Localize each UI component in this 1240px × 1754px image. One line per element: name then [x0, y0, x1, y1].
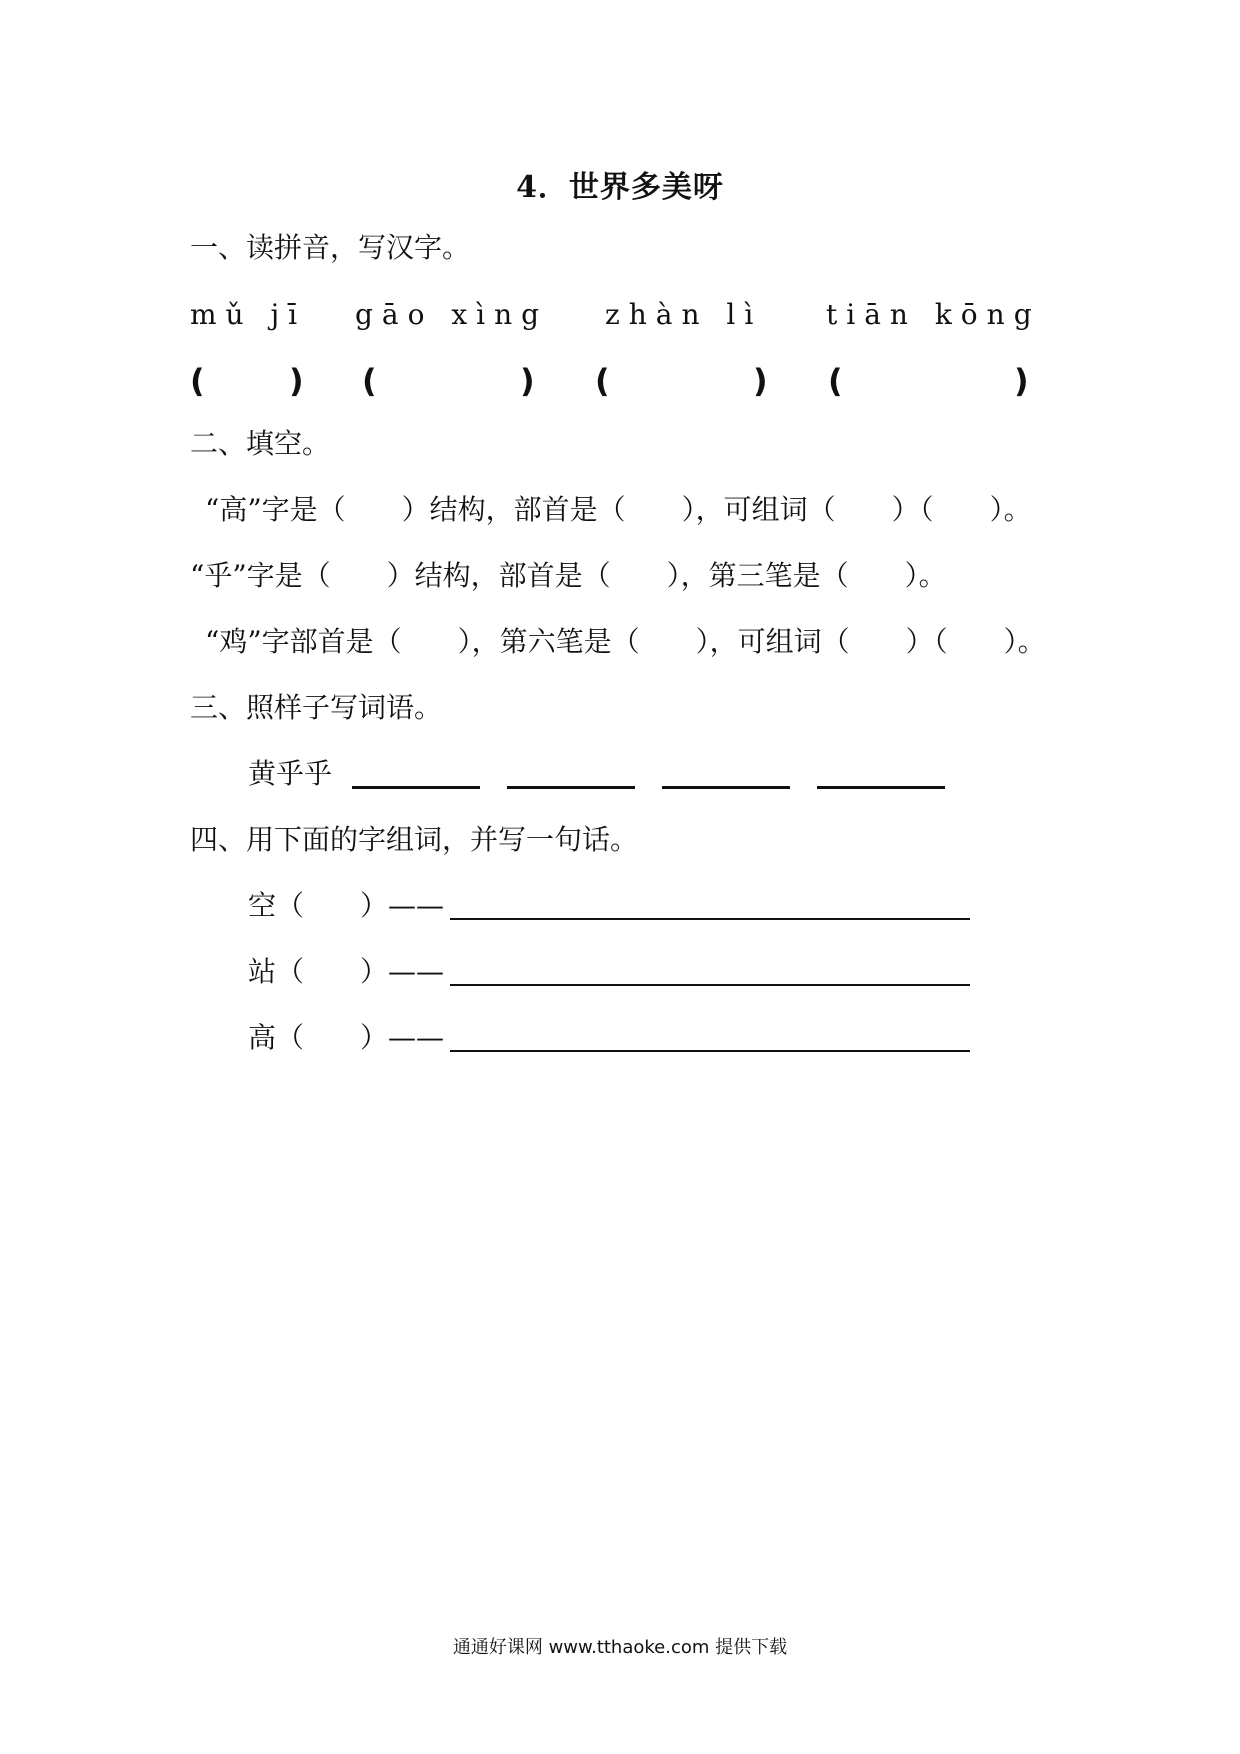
sentence-line [450, 984, 970, 986]
open-paren: ( [190, 362, 205, 400]
sentence-line [450, 1050, 970, 1052]
close-paren: ) [289, 362, 304, 400]
sentence-line [450, 918, 970, 920]
close-paren: ) [520, 362, 535, 400]
answer-blank [507, 786, 635, 789]
section2-heading: 二、填空。 [190, 427, 331, 460]
fill-blank-line: “鸡”字部首是（ ），第六笔是（ ），可组词（ ）（ ）。 [205, 625, 1046, 658]
compose-item: 高（ ）—— [248, 1021, 445, 1054]
example-word: 黄乎乎 [248, 757, 333, 790]
section4-heading: 四、用下面的字组词，并写一句话。 [190, 823, 639, 856]
pinyin-item: mǔ jī [190, 298, 307, 331]
page-title: 4．世界多美呀 [516, 170, 724, 205]
footer-credit: 通通好课网 www.tthaoke.com 提供下载 [452, 1637, 788, 1658]
fill-blank-line: “高”字是（ ）结构，部首是（ ），可组词（ ）（ ）。 [205, 493, 1032, 526]
section3-heading: 三、照样子写词语。 [190, 691, 443, 724]
answer-blank [352, 786, 480, 789]
compose-item: 站（ ）—— [248, 955, 445, 988]
answer-blank [662, 786, 790, 789]
fill-blank-line: “乎”字是（ ）结构，部首是（ ），第三笔是（ ）。 [190, 559, 947, 592]
pinyin-item: gāo xìng [355, 298, 549, 331]
open-paren: ( [595, 362, 610, 400]
open-paren: ( [828, 362, 843, 400]
open-paren: ( [362, 362, 377, 400]
compose-item: 空（ ）—— [248, 889, 445, 922]
close-paren: ) [753, 362, 768, 400]
pinyin-item: zhàn lì [605, 298, 763, 331]
answer-blank [817, 786, 945, 789]
pinyin-item: tiān kōng [826, 298, 1041, 331]
section1-heading: 一、读拼音，写汉字。 [190, 231, 471, 264]
close-paren: ) [1014, 362, 1029, 400]
